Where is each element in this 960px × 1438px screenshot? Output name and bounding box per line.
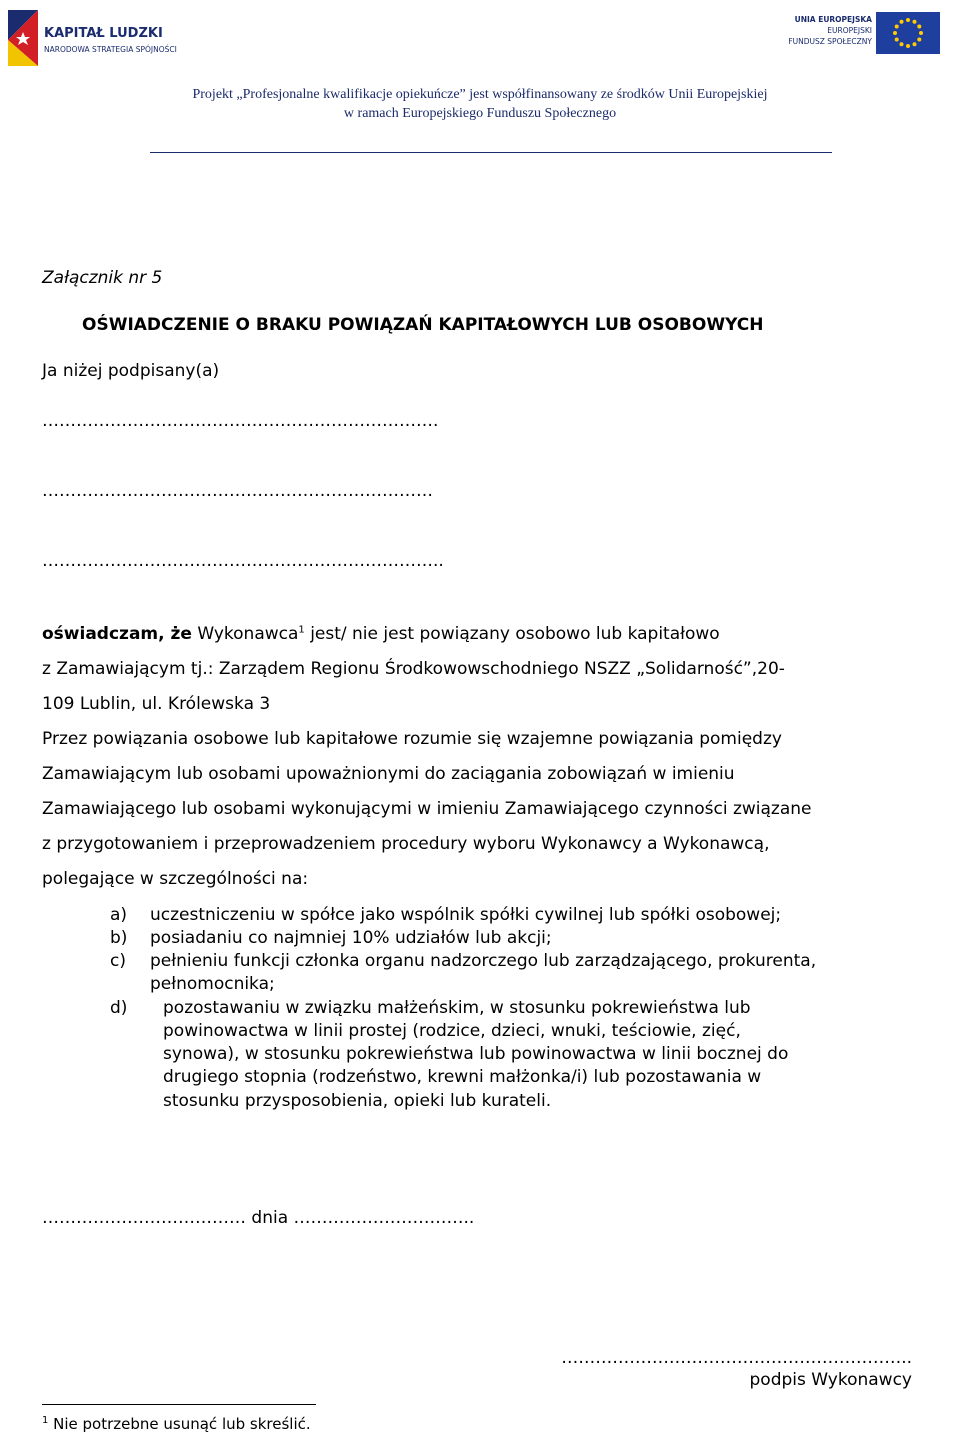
signature-dots: …………………………………………………….. (561, 1348, 912, 1368)
footnote-number: 1 (42, 1415, 49, 1426)
name-field-dots-2: …………………………………………………………… (42, 481, 433, 501)
list-item-letter: a) (110, 905, 128, 925)
list-item-text: synowa), w stosunku pokrewieństwa lub powinowactwa w linii bocznej do (163, 1044, 789, 1064)
footnote-divider (42, 1404, 316, 1405)
paragraph-line: Przez powiązania osobowe lub kapitałowe rozumie się wzajemne powiązania pomiędzy (42, 729, 782, 749)
project-line-2: w ramach Europejskiego Funduszu Społecznego (343, 106, 617, 121)
list-item-letter: b) (110, 928, 128, 948)
list-item-text: powinowactwa w linii prostej (rodzice, dzieci, wnuki, teściowie, zięć, (163, 1021, 741, 1041)
declaration-line-2: z Zamawiającym tj.: Zarządem Regionu Środkowowschodniego NSZZ „Solidarność”,20- (42, 659, 785, 679)
eu-logo-line1: UNIA EUROPEJSKA (794, 15, 872, 24)
declaration-part-b: jest/ nie jest powiązany osobowo lub kapitałowo (304, 624, 720, 644)
list-item-text: drugiego stopnia (rodzeństwo, krewni małżonka/i) lub pozostawania w (163, 1067, 762, 1087)
eu-flag-icon (876, 12, 940, 54)
eu-logo (780, 12, 948, 56)
paragraph-line: Zamawiającego lub osobami wykonującymi w imieniu Zamawiającego czynności związane (42, 799, 812, 819)
footnote-marker: 1 (298, 624, 305, 636)
eu-logo-line2: EUROPEJSKI (827, 26, 872, 35)
declaration-bold: oświadczam, że (42, 624, 192, 644)
paragraph-line: polegające w szczególności na: (42, 869, 309, 889)
document-title: OŚWIADCZENIE O BRAKU POWIĄZAŃ KAPITAŁOWYCH LUB OSOBOWYCH (82, 315, 764, 335)
name-field-dots-3: …………………………………………………………….. (42, 551, 444, 571)
list-item-text: pozostawaniu w związku małżeńskim, w stosunku pokrewieństwa lub (163, 998, 751, 1018)
kapital-ludzki-emblem-icon (8, 10, 38, 66)
name-field-dots-1: ……………………………………………………………. (42, 411, 439, 431)
kapital-ludzki-logo (8, 10, 178, 68)
list-item-text: posiadaniu co najmniej 10% udziałów lub akcji; (150, 928, 552, 948)
paragraph-line: z przygotowaniem i przeprowadzeniem procedury wyboru Wykonawcy a Wykonawcą, (42, 834, 770, 854)
signature-label: podpis Wykonawcy (749, 1370, 912, 1390)
list-item-text: pełnomocnika; (150, 974, 275, 994)
signed-label: Ja niżej podpisany(a) (42, 361, 220, 381)
declaration-line-1 (42, 623, 720, 645)
footnote-text: Nie potrzebne usunąć lub skreślić. (48, 1415, 311, 1433)
eu-logo-line3: FUNDUSZ SPOŁECZNY (788, 37, 872, 46)
paragraph-line: Zamawiającym lub osobami upoważnionymi do zaciągania zobowiązań w imieniu (42, 764, 735, 784)
annex-label: Załącznik nr 5 (42, 268, 163, 288)
header-divider (150, 152, 832, 153)
eu-logo-text (788, 14, 872, 47)
list-item-text: stosunku przysposobienia, opieki lub kurateli. (163, 1091, 552, 1111)
list-item-text: pełnieniu funkcji członka organu nadzorczego lub zarządzającego, prokurenta, (150, 951, 817, 971)
date-line: ……………………………… dnia ………………………….. (42, 1208, 475, 1228)
list-item-letter: d) (110, 998, 128, 1018)
declaration-part-a: Wykonawca (191, 624, 299, 644)
footnote (42, 1415, 311, 1433)
kapital-ludzki-title: KAPITAŁ LUDZKI (44, 26, 163, 41)
kapital-ludzki-subtitle: NARODOWA STRATEGIA SPÓJNOŚCI (44, 45, 177, 54)
list-item-text: uczestniczeniu w spółce jako wspólnik spółki cywilnej lub spółki osobowej; (150, 905, 782, 925)
project-line-1: Projekt „Profesjonalne kwalifikacje opiekuńcze” jest współfinansowany ze środków Unii Europejskiej (192, 87, 768, 102)
list-item-letter: c) (110, 951, 126, 971)
declaration-line-3: 109 Lublin, ul. Królewska 3 (42, 694, 271, 714)
